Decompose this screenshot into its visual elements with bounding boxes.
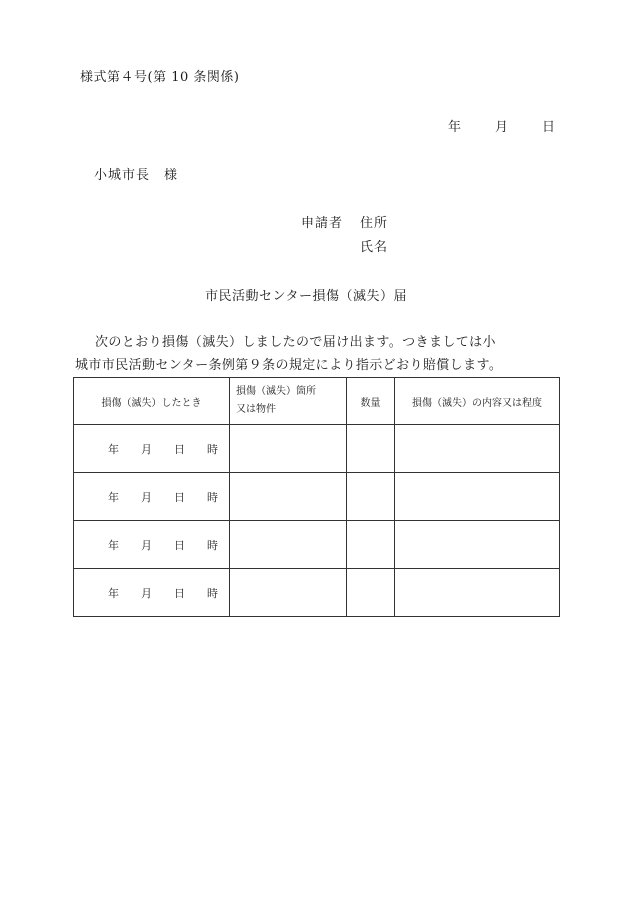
when-cell[interactable] [74,521,230,569]
quantity-cell[interactable] [347,425,395,473]
row-hour-label: 時 [207,442,218,456]
row-day-label: 日 [174,442,185,456]
row-year-label: 年 [108,586,119,600]
location-cell[interactable] [230,473,347,521]
date-year-label: 年 [448,120,462,135]
addressee: 小城市長 様 [94,168,179,183]
header-detail: 損傷（滅失）の内容又は程度 [395,378,560,425]
form-number: 様式第４号(第 10 条関係) [80,70,240,85]
header-location-line2: 又は物件 [236,404,276,415]
when-cell[interactable] [74,473,230,521]
header-location-line1: 損傷（滅失）箇所 [236,386,316,397]
row-hour-label: 時 [207,586,218,600]
date-day-label: 日 [542,120,556,135]
table-row [74,473,560,521]
body-line-2: 城市市民活動センター条例第９条の規定により指示どおり賠償します。 [75,358,503,373]
location-cell[interactable] [230,521,347,569]
detail-cell[interactable] [395,425,560,473]
quantity-cell[interactable] [347,473,395,521]
damage-report-table [73,377,560,617]
row-day-label: 日 [174,490,185,504]
header-location [230,378,347,425]
row-day-label: 日 [174,538,185,552]
row-month-label: 月 [141,442,152,456]
table-row [74,425,560,473]
location-cell[interactable] [230,569,347,617]
row-year-label: 年 [108,442,119,456]
row-month-label: 月 [141,538,152,552]
when-cell[interactable] [74,425,230,473]
row-year-label: 年 [108,538,119,552]
address-label: 住所 [360,216,389,231]
detail-cell[interactable] [395,473,560,521]
row-hour-label: 時 [207,490,218,504]
submission-date [448,116,555,135]
body-line-1: 次のとおり損傷（滅失）しましたので届け出ます。つきましては小 [95,335,496,350]
row-month-label: 月 [141,586,152,600]
table-row [74,521,560,569]
quantity-cell[interactable] [347,569,395,617]
row-year-label: 年 [108,490,119,504]
location-cell[interactable] [230,425,347,473]
header-when: 損傷（滅失）したとき [74,378,230,425]
applicant-label: 申請者 [301,216,344,231]
quantity-cell[interactable] [347,521,395,569]
name-label: 氏名 [360,240,389,255]
detail-cell[interactable] [395,569,560,617]
when-cell[interactable] [74,569,230,617]
row-hour-label: 時 [207,538,218,552]
table-row [74,569,560,617]
body-paragraph [75,331,565,377]
row-month-label: 月 [141,490,152,504]
document-title: 市民活動センター損傷（滅失）届 [205,289,407,304]
detail-cell[interactable] [395,521,560,569]
table-header-row [74,378,560,425]
date-month-label: 月 [495,120,509,135]
row-day-label: 日 [174,586,185,600]
header-quantity: 数量 [347,378,395,425]
